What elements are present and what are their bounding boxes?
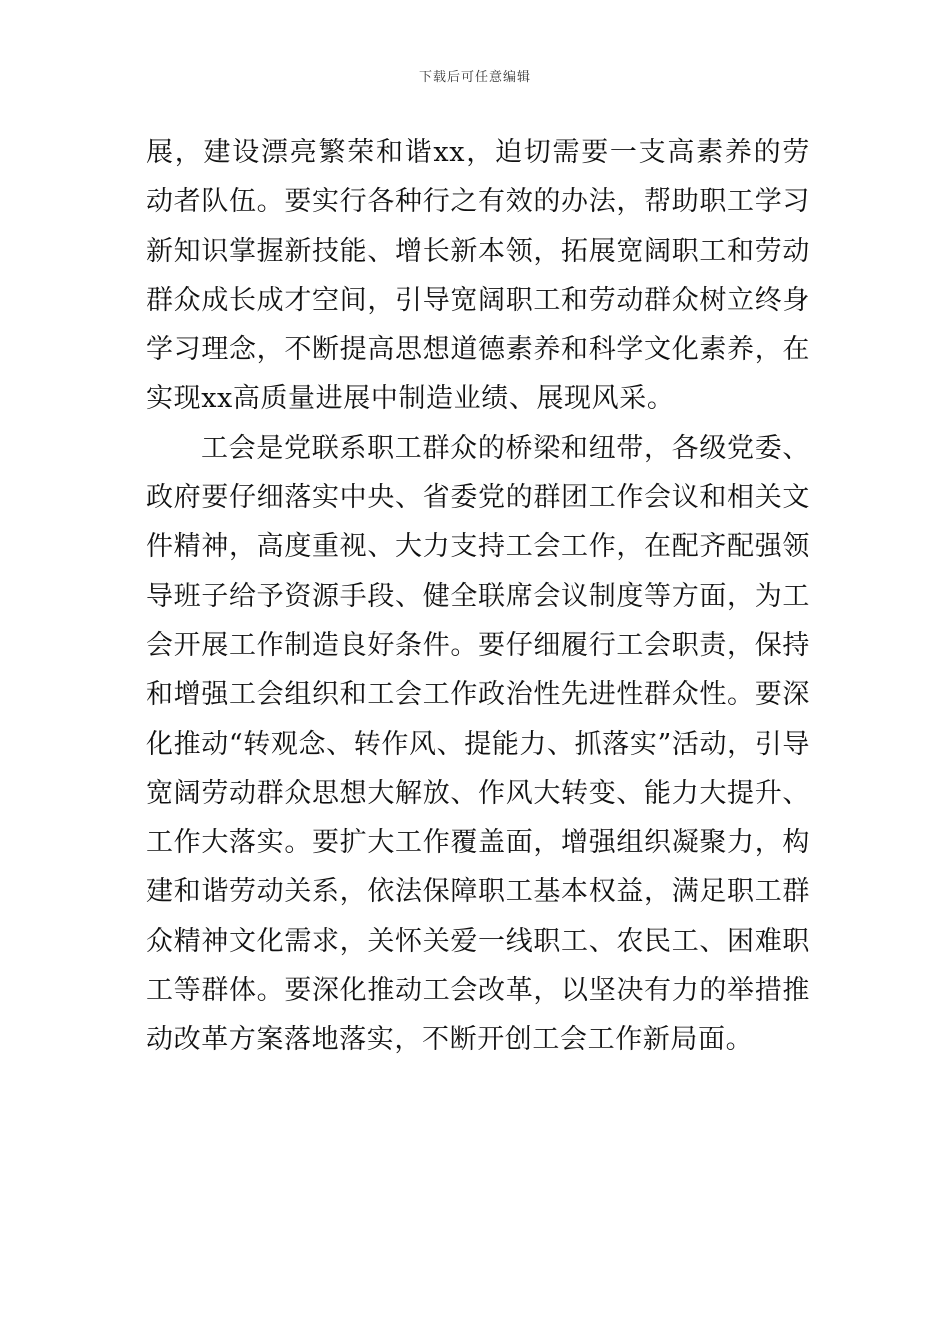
document-body [146,128,810,1065]
page-header-note: 下载后可任意编辑 [418,70,531,85]
paragraph-continuation: 展，建设漂亮繁荣和谐xx，迫切需要一支高素养的劳动者队伍。要实行各种行之有效的办法，帮助职工学习新知识掌握新技能、增长新本领，拓展宽阔职工和劳动群众成长成才空间，引导宽阔职工和劳动群众树立终身学习理念，不断提高思想道德素养和科学文化素养，在实现xx高质量进展中制造业绩、展现风采。 [146,137,810,415]
paragraph-trade-union: 工会是党联系职工群众的桥梁和纽带，各级党委、政府要仔细落实中央、省委党的群团工作会议和相关文件精神，高度重视、大力支持工会工作，在配齐配强领导班子给予资源手段、健全联席会议制度等方面，为工会开展工作制造良好条件。要仔细履行工会职责，保持和增强工会组织和工会工作政治性先进性群众性。要深化推动“转观念、转作风、提能力、抓落实”活动，引导宽阔劳动群众思想大解放、作风大转变、能力大提升、工作大落实。要扩大工作覆盖面，增强组织凝聚力，构建和谐劳动关系，依法保障职工基本权益，满足职工群众精神文化需求，关怀关爱一线职工、农民工、困难职工等群体。要深化推动工会改革，以坚决有力的举措推动改革方案落地落实，不断开创工会工作新局面。 [146,432,810,1056]
